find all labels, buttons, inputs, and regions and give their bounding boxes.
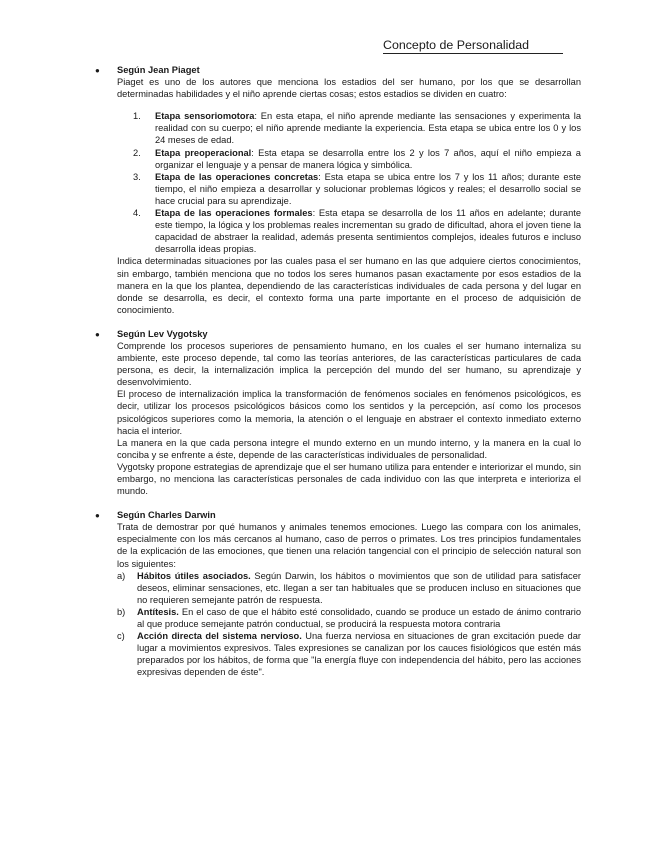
principle-term: Acción directa del sistema nervioso. xyxy=(137,631,302,642)
list-number: 1. xyxy=(133,111,141,122)
principle-text: En el caso de que el hábito esté consolidado, cuando se produce un estado de ánimo contrario al que produce semejante patrón conductual, se producirá la respuesta motora contraria xyxy=(137,606,581,630)
stage-term: Etapa preoperacional xyxy=(155,147,252,158)
list-letter: a) xyxy=(117,570,126,581)
principle-term: Hábitos útiles asociados. xyxy=(137,570,251,581)
bullet-icon: ● xyxy=(95,329,100,339)
list-item xyxy=(117,630,581,678)
vygotsky-paragraph-1: Comprende los procesos superiores de pensamiento humano, en los cuales el ser humano internaliza su ambiente, este proceso depende, tal como las teorías anteriores, de las características particulares de cada persona, es decir, la internalización implica la percepción del mundo del ser humano, su aprendizaje y desenvolvimiento. xyxy=(117,340,581,388)
principle-text: Según Darwin, los hábitos o movimientos que son de utilidad para satisfacer deseos, eliminar sensaciones, etc. llegan a ser tan habituales que se producen incluso en situaciones que no requieren semejante patrón de respuesta. xyxy=(137,570,581,605)
list-number: 2. xyxy=(133,147,141,158)
list-item xyxy=(133,110,581,146)
section-vygotsky xyxy=(95,328,581,497)
stage-text: : Esta etapa se desarrolla de los 11 años en adelante; durante este tiempo, la lógica y los problemas reales incrementan su grado de dificultad, ahora el joven tiene la capacidad de abstraer la realidad, además presenta sentimientos complejos, ideales futuros e incluso desarrolla ideas propias. xyxy=(155,208,581,255)
piaget-closing: Indica determinadas situaciones por las cuales pasa el ser humano en las que adquiere ciertos conocimientos, sin embargo, también menciona que no todos los seres humanos pasan exactamente por esos estadios de la manera en la que los plantea, dependiendo de las características individuales de cada persona y del lugar en donde se desarrolla, es decir, el contexto forma una parte importante en el proceso de adquisición de conocimiento. xyxy=(117,256,581,315)
stage-term: Etapa sensoriomotora xyxy=(155,111,255,122)
bullet-icon: ● xyxy=(95,511,100,521)
piaget-intro: Piaget es uno de los autores que menciona los estadios del ser humano, por los que se desarrollan determinadas habilidades y el niño aprende ciertas cosas; estos estadios se dividen en cuatro: xyxy=(117,77,581,100)
list-number: 3. xyxy=(133,171,141,182)
principle-term: Antítesis. xyxy=(137,606,179,617)
list-item xyxy=(117,606,581,630)
list-item xyxy=(117,570,581,606)
vygotsky-paragraph-3: La manera en la que cada persona integre el mundo externo en un mundo interno, y la manera en la cual lo conciba y se enfrente a éste, depende de las características individuales de personalidad. xyxy=(117,437,581,460)
section-title-vygotsky: Según Lev Vygotsky xyxy=(117,328,208,339)
stage-term: Etapa de las operaciones formales xyxy=(155,208,313,219)
document-body xyxy=(95,64,581,679)
section-piaget xyxy=(95,64,581,316)
section-title-darwin: Según Charles Darwin xyxy=(117,510,216,521)
list-letter: b) xyxy=(117,606,126,617)
darwin-intro: Trata de demostrar por qué humanos y animales tenemos emociones. Luego las compara con los animales, especialmente con los más cercanos al humano, caso de perros o primates. Los tres principios fundamentales de la explicación de las emociones, que tienen una relación tangencial con el principio de selección natural son los siguientes: xyxy=(117,522,581,569)
principle-text: Una fuerza nerviosa en situaciones de gran excitación puede dar lugar a movimientos expresivos. Tales expresiones se canalizan por los cauces fisiológicos que estén más preparados por los hábitos, de forma que "la energía fluye con independencia del hábito, pero las acciones expresivas dependen de éste". xyxy=(137,631,581,678)
stage-text: : En esta etapa, el niño aprende mediante las sensaciones y experimenta la realidad con su cuerpo; el niño aprende mediante la experiencia. Esta etapa se ubica entre los 0 y los 24 meses de edad. xyxy=(155,111,581,146)
stage-text: : Esta etapa se ubica entre los 7 y los 11 años; durante este tiempo, el niño empieza a desarrollar y solucionar problemas lógicos y reales; el desarrollo social se hace crucial para su aprendizaje. xyxy=(155,171,581,206)
bullet-icon: ● xyxy=(95,66,100,75)
list-letter: c) xyxy=(117,631,125,642)
vygotsky-paragraph-4: Vygotsky propone estrategias de aprendizaje que el ser humano utiliza para entender e interiorizar el mundo, sin embargo, no menciona las características personales de cada individuo con las que interpreta e interioriza el mundo. xyxy=(117,461,581,497)
section-darwin xyxy=(95,509,581,678)
piaget-stages-list xyxy=(117,110,581,255)
section-title-piaget: Según Jean Piaget xyxy=(117,65,200,75)
stage-text: : Esta etapa se desarrolla entre los 2 y los 7 años, aquí el niño empieza a organizar el lenguaje y a pensar de manera lógica y simbólica. xyxy=(155,147,581,170)
vygotsky-paragraph-2: El proceso de internalización implica la transformación de fenómenos sociales en fenómenos psicológicos, es decir, utilizar los procesos psicológicos básicos como los sentidos y la percepción, así como los procesos psicológicos superiores como la memoria, la atención o el lenguaje en abstraer el contexto inmediato externo hacia el interior. xyxy=(117,389,581,436)
list-item xyxy=(133,171,581,207)
stage-term: Etapa de las operaciones concretas xyxy=(155,171,319,182)
list-item xyxy=(133,207,581,255)
list-item xyxy=(133,147,581,171)
list-number: 4. xyxy=(133,208,141,219)
page-header-title: Concepto de Personalidad xyxy=(383,38,563,54)
darwin-principles-list xyxy=(117,570,581,679)
